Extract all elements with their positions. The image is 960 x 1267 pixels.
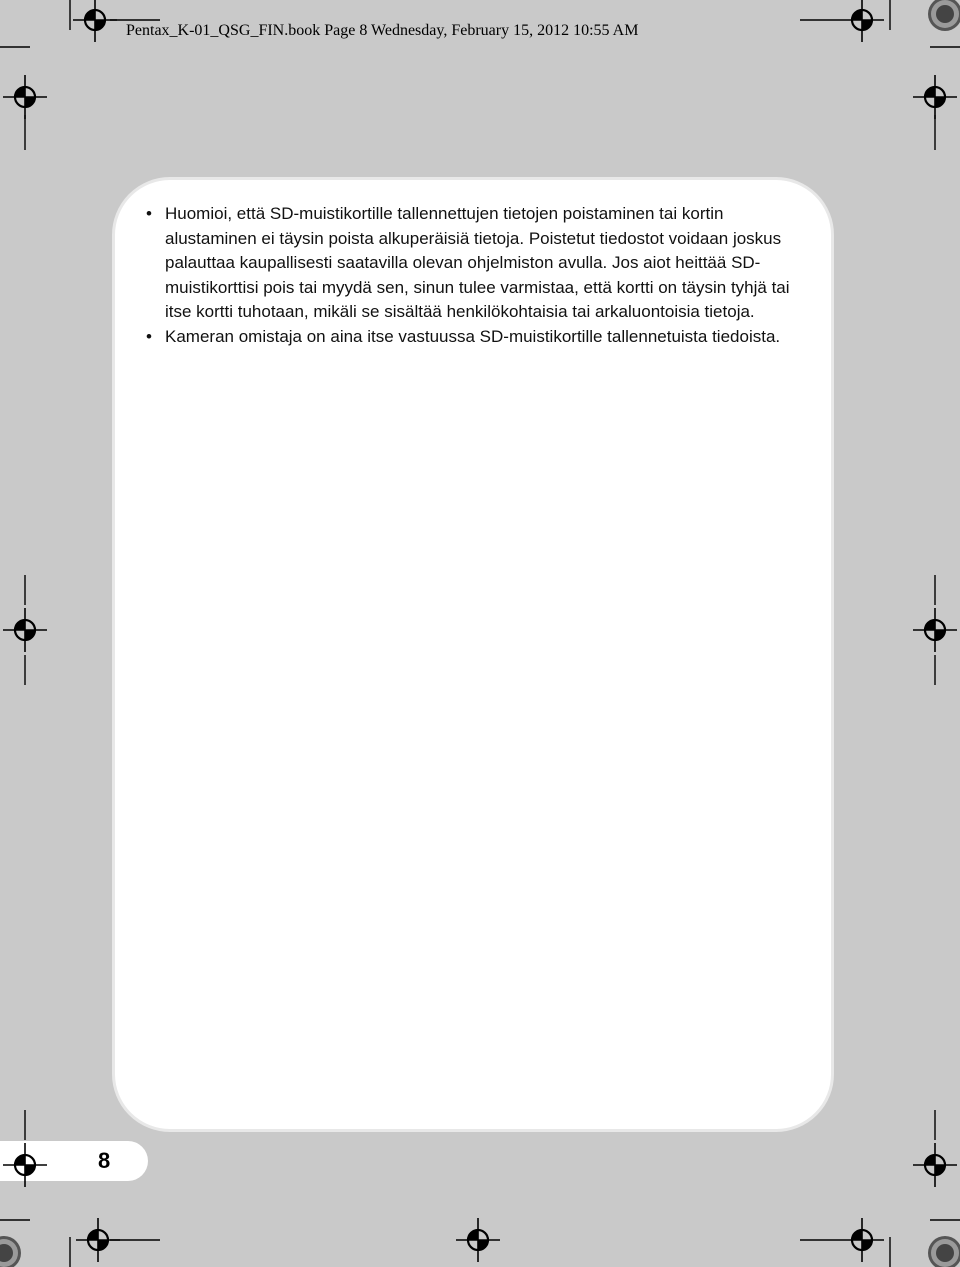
registration-mark-icon xyxy=(76,1218,120,1262)
bullet-icon: • xyxy=(146,204,152,223)
registration-mark-icon xyxy=(913,608,957,652)
star-target-icon xyxy=(928,1236,960,1267)
registration-mark-icon xyxy=(840,0,884,42)
registration-mark-icon xyxy=(456,1218,500,1262)
registration-mark-icon xyxy=(840,1218,884,1262)
registration-mark-icon xyxy=(913,1143,957,1187)
note-text: Huomioi, että SD-muistikortille tallennettujen tietojen poistaminen tai kortin alustaminen ei täysin poista alkuperäisiä tietoja. Poistetut tiedostot voidaan joskus palauttaa kaupallisesti saatavilla olevan ohjelmiston avulla. Jos aiot heittää SD-muistikorttisi pois tai myydä sen, sinun tulee varmistaa, että kortti on täysin tyhjä tai itse kortti tuhotaan, mikäli se sisältää henkilökohtaisia tai arkaluontoisia tietoja. xyxy=(165,204,790,321)
star-target-icon xyxy=(0,1236,21,1267)
bullet-icon: • xyxy=(146,326,152,346)
registration-mark-icon xyxy=(73,0,117,42)
file-info-header: Pentax_K-01_QSG_FIN.book Page 8 Wednesday, February 15, 2012 10:55 AM xyxy=(126,22,639,39)
registration-mark-icon xyxy=(3,608,47,652)
note-text: Kameran omistaja on aina itse vastuussa SD-muistikortille tallennetuista tiedoista. xyxy=(165,326,781,346)
registration-mark-icon xyxy=(913,75,957,119)
page-number: 8 xyxy=(98,1148,111,1173)
registration-mark-icon xyxy=(3,1143,47,1187)
registration-mark-icon xyxy=(3,75,47,119)
star-target-icon xyxy=(928,0,960,31)
